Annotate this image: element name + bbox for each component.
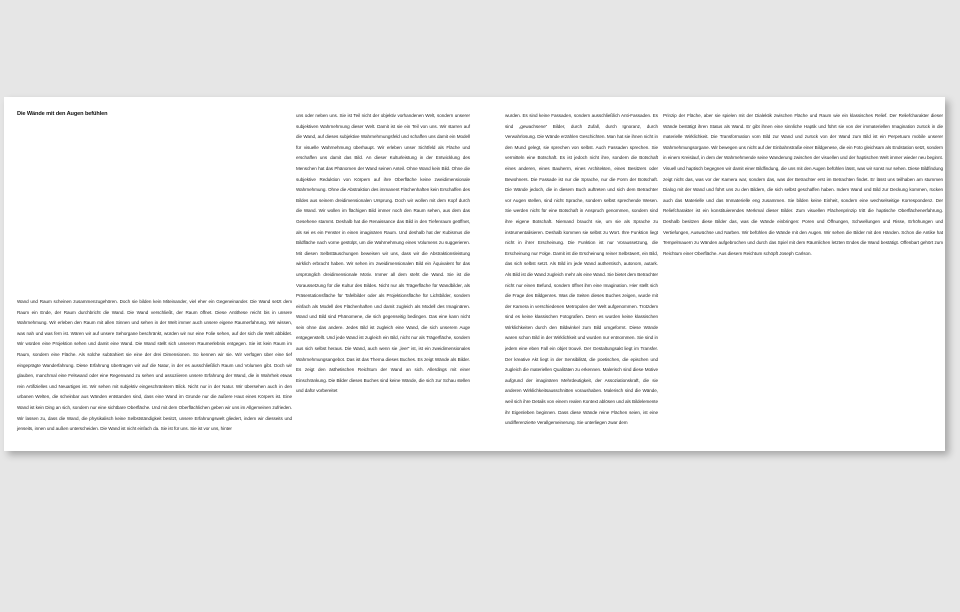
column-text: Prinzip der Fläche, aber sie spielen mit der Dialektik zwischen Fläche und Raum wie ein klassisches Relief. Der Reliefcharakter dieser Wände bestätigt ihren Status als Wand. Er gibt ihnen eine sinnliche Haptik und führt sie von der immateriellen Imagination zurück in die materielle Wirklichkeit. Die Transformation vom Bild zur Wand und zurück von der Wand zum Bild ist ein Perpetuum mobile unserer Wahrnehmungsorgane. Wir bewegen uns nicht auf der Einbahnstraße einer Bildgenese, die ein Foto gleichsam als Endstation setzt, sondern in einem Kreislauf, in dem der Wahrnehmende seine Wanderung zwischen der visuellen und der haptischen Welt immer wieder neu beginnt. Visuell und haptisch begegnen wir damit einer Bildfindung, die uns mit den Augen befühlen lässt, was wir sonst nur sehen. Diese Bildfindung zeigt nicht das, was vor der Kamera war, sondern das, was der Betrachter erst im Betrachten findet. Er lässt uns teilhaben am stummen Dialog mit der Wand und führt uns zu den Bildern, die sich selbst geschaffen haben. Indem Wand und Bild zur Deckung kommen, rücken auch das Materielle und das Immaterielle eng zusammen. Sie bilden keine Einheit, sondern eine wechselseitige Korrespondenz. Der Reliefcharakter ist ein konstituierendes Merkmal dieser Bilder. Zum visuellen Flächenprinzip tritt die haptische Oberflächenerfahrung. Deshalb besitzen diese Bilder das, was die Wände einbringen: Poren und Öffnungen, Schwellungen und Risse, Erhöhungen und Vertiefungen, Auswüchse und Narben. Wir befühlen die Wände mit den Augen. Wir sehen die Bilder mit den Händen. Schon die Antike hat Tempelmauern zu Wänden aufgebrochen und durch das Spiel mit dem Räumlichen letzten Endes die Wand bestätigt. Offenbart gehört zum Reichtum einer Oberfläche. Aus diesem Reichtum schöpft Joseph Carlson. — [663, 113, 943, 256]
text-column-2 — [296, 111, 470, 397]
column-text: Wand und Raum scheinen zusammenzugehören. Doch sie bilden kein Miteinander, viel eher ein Gegeneinander. Die Wand setzt dem Raum ein Ende, der Raum durchbricht die Wand. Die Wand verschließt, der Raum öffnet. Diese Antithese reicht bis in unsere Wahrnehmung. Wir erleben den Raum mit allen Sinnen und sehen in der Welt immer auch unsere eigene Raumerfahrung. Wir wissen, was nah und was fern ist. Wären wir auf unsere Sehorgane beschränkt, würden wir nur eine Folie sehen, auf der sich die Welt abbildet. Wir würden eine Projektion sehen und damit eine Wand. Die Wand stellt sich unserem Raumerlebnis entgegen. Sie ist kein Raum im Raum, sondern eine Fläche. Als solche subtrahiert sie eine der drei Dimensionen. So kennen wir sie. Wir verfügen über eine tief eingeprägte Wanderfahrung. Diese Erfahrung übertragen wir auf die Natur, in der es ausschließlich Raum und Volumen gibt. Doch wir glauben, manchmal eine Felswand oder eine Regenwand zu sehen und assoziieren unsere Erfahrung der Wand, die in Wahrheit etwas rein Artifizielles und Neuartiges ist. Wir sehen mit subjektiv eingeschränktem Blick. Nicht nur in der Natur. Wir übersehen auch in den urbanen Welten, die scheinbar aus Wänden entstanden sind, dass eine Wand im Grunde nur die äußere Haut eines Körpers ist. Eine Wand ist kein Ding an sich, sondern nur eine sichtbare Oberfläche. Und mit dem Oberflächlichen geben wir uns im Allgemeinen zufrieden. Wir lassen zu, dass die Wand, die physikalisch keine Selbstständigkeit besitzt, unsere Erfahrungswelt gliedert, indem wir diesseits und jenseits, innen und außen unterscheiden. Die Wand ist nicht einfach da. Sie ist für uns. Sie ist vor uns, hinter — [17, 299, 292, 432]
text-column-1 — [17, 297, 292, 435]
column-text: wurden. Es sind keine Fassaden, sondern ausschließlich Anti-Fassaden. Es sind „gewachsene“ Bilder, durch Zufall, durch Ignoranz, durch Verwahrlosung. Die Wände erzählen Geschichten. Man hat sie ihnen nicht in den Mund gelegt, sie sprechen von selbst. Auch Fassaden sprechen. Sie vermitteln eine Botschaft. Es ist jedoch nicht ihre, sondern die Botschaft eines anderen, eines Bauherrn, eines Architekten, eines Besitzers oder Bewohners. Die Fassade ist nur die Sprache, nur die Form der Botschaft. Die Wände jedoch, die in diesem Buch auftreten und sich dem Betrachter vor Augen stellen, sind nicht Sprache, sondern selbst sprechende Wesen. Sie werden nicht für eine Botschaft in Anspruch genommen, sondern sind ihre eigene Botschaft. Niemand braucht sie, um sie als Sprache zu instrumentalisieren. Deshalb kommen sie selbst zu Wort. Ihre Funktion liegt nicht in ihrer Erscheinung. Die Funktion ist nur Voraussetzung, die Erscheinung nur Folge. Damit ist die Erscheinung reiner Selbstwert, ein Bild, das sich selbst setzt. Als Bild im jede Wand authentisch, autonom, autark. Als Bild ist die Wand zugleich mehr als eine Wand. Sie bietet dem Betrachter nicht nur einen Befund, sondern öffnet ihm eine Imagination. Hier stellt sich die Frage des Bildgenres. Was die Seiten dieses Buches zeigen, wurde mit der Kamera in verschiedenen Metropolen der Welt aufgenommen. Trotzdem sind es keine klassischen Fotografien. Denn es wurden keine klassischen Wirklichkeiten durch den Bildwinkel zum Bild umgeformt. Diese Wände waren schon Bild in der Wirklichkeit und wurden nur entnommen. Sie sind in jedem eine eben Fall ein objet trouvé. Der Gestaltungsakt liegt im Transfer. Der kreative Akt liegt in der Sensibilität, die poetischen, die epischen und zugleich die materiellen Qualitäten zu erkennen. Malerisch sind diese Motive aufgrund der imaginären Mehrdeutigkeit, der Assoziationskraft, die sie anderen Wirklichkeitsausschnitten voraushaben. Malerisch sind die Wände, weil sich ihre Details von einem realen Kontext ablösen und als Bildelemente ihr Eigenleben beginnen. Dass diese Wände reine Flächen seien, ist eine undifferenzierte Verallgemeinerung. Sie unterliegen zwar dem — [505, 113, 658, 426]
chapter-title: Die Wände mit den Augen befühlen — [17, 111, 108, 117]
text-column-3 — [505, 111, 658, 429]
book-spread — [4, 97, 945, 451]
column-text: uns oder neben uns. Sie ist Teil nicht der objektiv vorhandenen Welt, sondern unserer subjektiven Wahrnehmung dieser Welt. Damit ist sie ein Teil von uns. Wir starren auf die Wand, auf dieses subjektive Wahrnehmungsfeld und schaffen uns damit ein Modell für visuelle Wahrnehmung überhaupt. Wir erleben unser Sichtfeld als Fläche und erschaffen uns damit das Bild. An dieser Kulturleistung in der Entwicklung des Menschen hat das Phänomen der Wand seinen Anteil. Ohne Wand kein Bild. Ohne die subjektive Reduktion von Körpern auf ihre Oberfläche keine zweidimensionale Wahrnehmung. Ohne die Abstraktion des immanent Flächenhaften kein Erschaffen des Bildes aus seinem dreidimensionalen Ursprung. Doch wir wollen mit dem Kopf durch die Wand. Wir wollen im flächigen Bild immer noch den Raum sehen, aus dem das Gesehene stammt. Deshalb hat die Renaissance das Bild in den Tiefenraum geöffnet, als sei es ein Fenster in einen imaginären Raum. Und deshalb hat der Kubismus die Bildfläche nach vorne gestülpt, um die Wahrnehmung eines Volumens zu suggerieren. Mit diesen Selbsttäuschungen beweisen wir uns, dass wir die Abstraktionsleistung wirklich erbracht haben. Wir sehen im zweidimensionalen Bild ein Äquivalent für das ursprünglich dreidimensionale Motiv. Immer all dem steht die Wand. Sie ist die Voraussetzung für die Kultur des Bildes. Nicht nur als Trägerfläche für Wandbilder, als Präsentationsfläche für Tafelbilder oder als Projektionsfläche für Lichtbilder, sondern einfach als Modell des Flächenhaften und damit zugleich als Modell des Imaginären. Wand und Bild sind Phänomene, die sich gegenseitig bedingen. Das eine kann nicht sein ohne das andere. Jedes Bild ist zugleich eine Wand, die sich unserem Auge entgegenstellt. Und jede Wand ist zugleich ein Bild, nicht nur als Trägerfläche, sondern aus sich selbst heraus. Die Wand, auch wenn sie „leer“ ist, ist ein zweidimensionales Wahrnehmungsangebot. Das ist das Thema dieses Buches. Es zeigt Wände als Bilder. Es zeigt den ästhetischen Reichtum der Wand an sich. Allerdings mit einer Einschränkung. Die Bilder dieses Buches sind keine Wände, die sich zur Schau stellen und dafür vorbereitet — [296, 113, 470, 394]
text-column-4 — [663, 111, 943, 259]
